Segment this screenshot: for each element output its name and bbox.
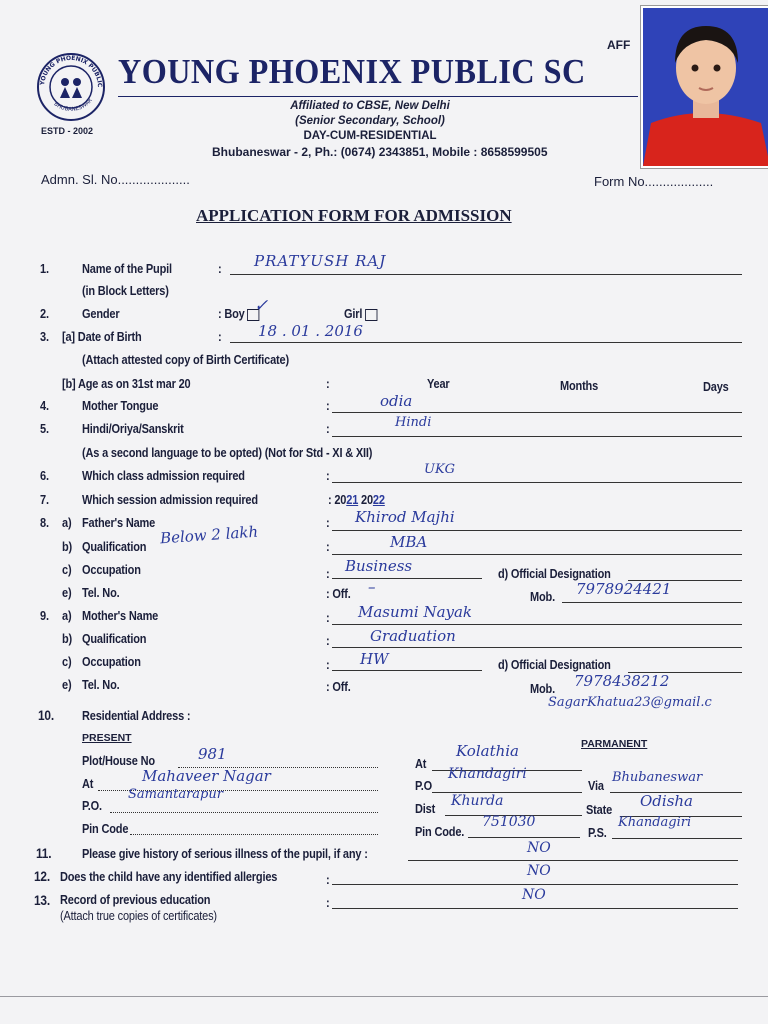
pupil-name-value[interactable]: PRATYUSH RAJ (254, 252, 387, 270)
block-letters-note: (in Block Letters) (82, 284, 169, 298)
ps-line (612, 838, 742, 839)
colon: : (218, 262, 222, 276)
previous-education-label: Record of previous education (60, 893, 211, 907)
father-tel-label: Tel. No. (82, 586, 120, 600)
mother-qualification-line (332, 647, 742, 648)
header-rule (118, 96, 638, 97)
father-qualification-line (332, 554, 742, 555)
illness-label: Please give history of serious illness of the pupil, if any : (82, 847, 368, 861)
permanent-heading: PARMANENT (581, 738, 648, 750)
colon: : (218, 330, 222, 344)
allergy-line (332, 884, 738, 885)
plot-label: Plot/House No (82, 754, 155, 768)
mother-name-label: Mother's Name (82, 609, 159, 623)
q11-number: 11. (36, 846, 52, 861)
q8-number: 8. (40, 516, 49, 530)
svg-text:BHUBANESWAR (53, 97, 94, 113)
colon: : (326, 469, 330, 483)
colon: : (326, 873, 330, 887)
colon: : (326, 516, 330, 530)
permanent-po-label: P.O (415, 779, 433, 793)
ps-value[interactable]: Khandagiri (618, 815, 692, 830)
permanent-pin-label: Pin Code. (415, 825, 465, 839)
second-language-value[interactable]: Hindi (395, 415, 432, 430)
father-qualification-value[interactable]: MBA (390, 533, 428, 551)
logo-ring-bottom: BHUBANESWAR (52, 97, 94, 113)
q12-number: 12. (34, 869, 50, 884)
colon: : (326, 377, 330, 391)
ps-label: P.S. (588, 826, 607, 840)
permanent-at-label: At (415, 757, 427, 771)
q9-b: b) (62, 632, 73, 646)
via-label: Via (588, 779, 604, 793)
colon: : (326, 422, 330, 436)
q8-c: c) (62, 563, 72, 577)
present-po-line (110, 812, 378, 813)
present-heading: PRESENT (82, 732, 132, 744)
session-value[interactable] (328, 493, 385, 507)
father-qualification-label: Qualification (82, 540, 147, 554)
girl-option[interactable] (344, 307, 377, 321)
father-qualification-note[interactable]: Below 2 lakh (159, 522, 259, 548)
q8-e: e) (62, 586, 72, 600)
age-label: [b] Age as on 31st mar 20 (62, 377, 191, 391)
previous-education-value[interactable]: NO (522, 887, 546, 903)
mother-tongue-value[interactable]: odia (380, 392, 413, 410)
father-occupation-value[interactable]: Business (345, 557, 413, 575)
girl-label: Girl (344, 307, 363, 321)
father-occupation-label: Occupation (82, 563, 141, 577)
second-language-note: (As a second language to be opted) (Not for Std - XI & XII) (82, 446, 373, 460)
age-months-label: Months (560, 379, 599, 393)
dob-value[interactable]: 18 . 01 . 2016 (258, 322, 363, 340)
mother-name-value[interactable]: Masumi Nayak (358, 603, 473, 621)
present-at-value[interactable]: Mahaveer Nagar (142, 767, 271, 785)
q10-number: 10. (38, 708, 54, 723)
school-name: YOUNG PHOENIX PUBLIC SC (118, 52, 586, 91)
state-value[interactable]: Odisha (640, 792, 693, 810)
state-label: State (586, 803, 613, 817)
colon: : (326, 611, 330, 625)
mother-occupation-line (332, 670, 482, 671)
colon: : (326, 634, 330, 648)
age-year-label: Year (427, 377, 450, 391)
estd-text: ESTD - 2002 (41, 126, 94, 136)
boy-label: : Boy (218, 307, 245, 321)
allergy-label: Does the child have any identified allergies (60, 870, 278, 884)
colon: : (326, 540, 330, 554)
school-logo (36, 52, 106, 122)
session-prefix-a: : 20 (328, 493, 347, 507)
residential-address-label: Residential Address : (82, 709, 191, 723)
q2-number: 2. (40, 307, 49, 321)
pupil-photo (641, 6, 768, 168)
illness-line (408, 860, 738, 861)
class-required-label: Which class admission required (82, 469, 245, 483)
mother-mobile-label: Mob. (530, 682, 555, 696)
mother-name-line (332, 624, 742, 625)
illness-value[interactable]: NO (527, 840, 551, 856)
father-office-value[interactable]: – (368, 578, 376, 596)
present-pin-line (130, 834, 378, 835)
gender-label: Gender (82, 307, 120, 321)
father-office-label: : Off. (326, 587, 351, 601)
q13-number: 13. (34, 893, 50, 908)
mother-tongue-line (332, 412, 742, 413)
father-occupation-line (332, 578, 482, 579)
admission-serial-label: Admn. Sl. No.................... (41, 172, 190, 187)
mother-qualification-value[interactable]: Graduation (370, 627, 456, 645)
colon: : (326, 896, 330, 910)
previous-education-line (332, 908, 738, 909)
affiliation-line-2: (Senior Secondary, School) (295, 115, 445, 127)
permanent-pin-line (468, 837, 580, 838)
father-name-label: Father's Name (82, 516, 156, 530)
class-required-value[interactable]: UKG (424, 462, 456, 477)
affiliation-line-1: Affiliated to CBSE, New Delhi (290, 100, 450, 112)
session-required-label: Which session admission required (82, 493, 258, 507)
form-title: APPLICATION FORM FOR ADMISSION (196, 206, 512, 225)
second-language-label: Hindi/Oriya/Sanskrit (82, 422, 184, 436)
session-end-year: 22 (372, 493, 385, 507)
session-prefix-b: 20 (358, 493, 373, 507)
mother-tongue-label: Mother Tongue (82, 399, 159, 413)
class-required-line (332, 482, 742, 483)
mother-designation-label: d) Official Designation (498, 658, 611, 672)
pupil-name-label: Name of the Pupil (82, 262, 172, 276)
q4-number: 4. (40, 399, 49, 413)
q9-c: c) (62, 655, 72, 669)
father-name-line (332, 530, 742, 531)
present-po-label: P.O. (82, 799, 102, 813)
permanent-pin-value[interactable]: 751030 (482, 814, 536, 830)
father-name-value[interactable]: Khirod Majhi (355, 508, 455, 526)
pupil-name-line (230, 274, 742, 275)
dob-note: (Attach attested copy of Birth Certificate) (82, 353, 289, 367)
age-days-label: Days (703, 380, 729, 394)
q8-a: a) (62, 516, 72, 530)
colon: : (326, 658, 330, 672)
dist-value[interactable]: Khurda (451, 793, 504, 809)
permanent-po-value[interactable]: Khandagiri (448, 766, 527, 782)
form-number-label: Form No................... (594, 174, 714, 189)
q9-a: a) (62, 609, 72, 623)
father-mobile-value[interactable]: 7978924421 (576, 580, 672, 598)
q9-e: e) (62, 678, 72, 692)
q1-number: 1. (40, 262, 49, 276)
present-at-label: At (82, 777, 94, 791)
girl-checkbox[interactable] (365, 309, 377, 321)
mother-mobile-value[interactable]: 7978438212 (574, 672, 670, 690)
colon: : (326, 567, 330, 581)
second-language-line (332, 436, 742, 437)
q3-number: 3. (40, 330, 49, 344)
colon: : (326, 399, 330, 413)
plot-value[interactable]: 981 (198, 745, 227, 763)
allergy-value[interactable]: NO (527, 863, 551, 879)
dist-label: Dist (415, 802, 436, 816)
q7-number: 7. (40, 493, 49, 507)
email-value[interactable]: SagarKhatua23@gmail.c (548, 695, 712, 710)
mother-office-label: : Off. (326, 680, 351, 694)
previous-education-note: (Attach true copies of certificates) (60, 909, 217, 923)
via-value[interactable]: Bhubaneswar (612, 770, 703, 785)
present-po-value[interactable]: Samantarapur (128, 787, 223, 802)
corner-text: AFF (607, 38, 631, 52)
logo-ring-text: YOUNG PHOENIX PUBLIC (39, 54, 104, 88)
session-start-year: 21 (346, 493, 359, 507)
father-mobile-line (562, 602, 742, 603)
q6-number: 6. (40, 469, 49, 483)
page-bottom-rule (0, 996, 768, 997)
present-pin-label: Pin Code (82, 822, 129, 836)
q9-number: 9. (40, 609, 49, 623)
affiliation-line-3: DAY-CUM-RESIDENTIAL (303, 130, 437, 142)
mother-occupation-value[interactable]: HW (360, 650, 389, 668)
svg-text:YOUNG PHOENIX PUBLIC SCHOOL (36, 52, 103, 88)
mother-tel-label: Tel. No. (82, 678, 120, 692)
q5-number: 5. (40, 422, 49, 436)
contact-line: Bhubaneswar - 2, Ph.: (0674) 2343851, Mobile : 8658599505 (212, 145, 548, 159)
mother-qualification-label: Qualification (82, 632, 147, 646)
father-designation-label: d) Official Designation (498, 567, 611, 581)
dob-label: [a] Date of Birth (62, 330, 142, 344)
boy-checkmark-icon: ✓ (254, 296, 269, 316)
q8-b: b) (62, 540, 73, 554)
father-mobile-label: Mob. (530, 590, 555, 604)
mother-occupation-label: Occupation (82, 655, 141, 669)
permanent-at-value[interactable]: Kolathia (456, 742, 520, 760)
dob-line (230, 342, 742, 343)
